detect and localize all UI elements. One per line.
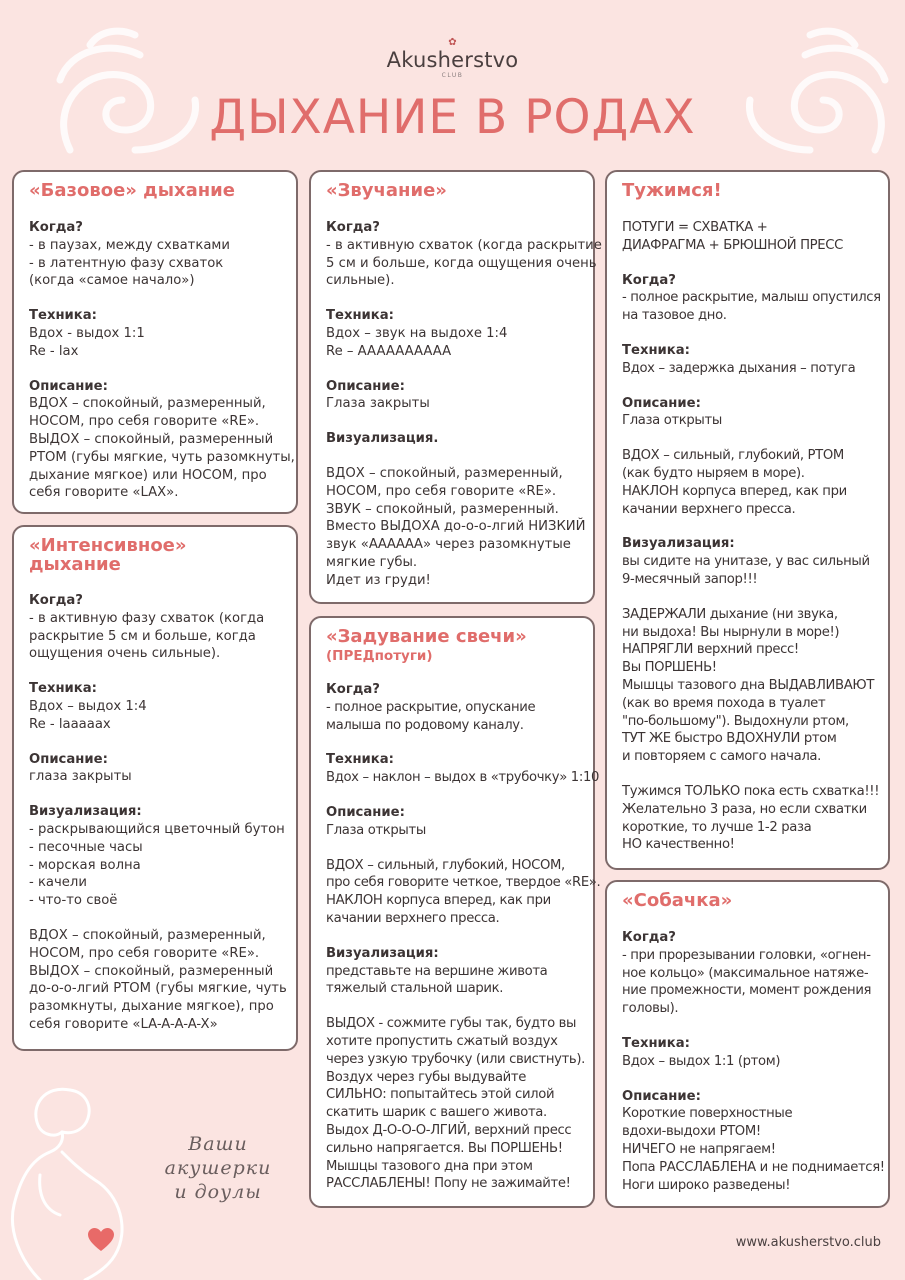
card-section	[326, 465, 586, 590]
card-section	[622, 1035, 876, 1071]
section-line: Вы ПОРШЕНЬ!	[622, 660, 717, 676]
footer-url: www.akusherstvo.club	[735, 1235, 881, 1250]
section-line: Вместо ВЫДОХА до-о-о-лгий НИЗКИЙ	[326, 519, 586, 535]
section-heading: Визуализация.	[326, 431, 439, 447]
card-title: «Задувание свечи»	[326, 626, 527, 647]
section-line: Мышцы тазового дна ВЫДАВЛИВАЮТ	[622, 677, 875, 693]
section-heading: Описание:	[29, 751, 108, 767]
card-title-line: дыхание	[29, 554, 121, 575]
card-intensive-breathing	[12, 525, 298, 1051]
section-line: Re - laaaaax	[29, 716, 111, 732]
section-heading: Описание:	[622, 395, 701, 411]
section-heading: Когда?	[622, 272, 676, 288]
section-heading: Визуализация:	[326, 945, 439, 961]
card-section	[326, 804, 581, 840]
card-section	[326, 751, 600, 787]
logo-club-text: CLUB	[441, 72, 464, 79]
section-line: головы).	[622, 1001, 679, 1017]
section-line: Глаза открыты	[326, 822, 426, 838]
section-line: качании верхнего пресса.	[326, 910, 500, 926]
section-line: НОСОМ, про себя говорите «RE».	[29, 945, 260, 961]
section-line: Вдох – наклон – выдох в «трубочку» 1:10	[326, 770, 600, 786]
card-body	[622, 929, 885, 1194]
section-line: Желательно 3 раза, но если схватки	[622, 801, 867, 817]
card-section	[29, 219, 284, 290]
section-line: себя говорите «LA-A-A-A-X»	[29, 1016, 218, 1032]
section-line: Re - lax	[29, 343, 79, 359]
section-line: НИЧЕГО не напрягаем!	[622, 1141, 776, 1157]
section-line: представьте на вершине живота	[326, 963, 548, 979]
section-line: себя говорите «LAX».	[29, 485, 179, 501]
card-body	[29, 219, 295, 502]
section-line: НОСОМ, про себя говорите «RE».	[326, 483, 557, 499]
logo-text: Akusherstvo	[386, 48, 519, 72]
section-line: тяжелый стальной шарик.	[326, 981, 504, 997]
section-line: хотите пропустить сжатый воздух	[326, 1033, 558, 1049]
card-section	[326, 430, 581, 448]
card-section	[326, 945, 581, 998]
card-title: Тужимся!	[622, 180, 722, 201]
section-line: ДИАФРАГМА + БРЮШНОЙ ПРЕСС	[622, 237, 843, 253]
section-line: РТОМ (губы мягкие, чуть разомкнуты,	[29, 449, 295, 465]
pregnant-woman-silhouette	[0, 1080, 150, 1280]
card-section	[622, 395, 876, 431]
section-line: СИЛЬНО: попытайтесь этой силой	[326, 1087, 555, 1103]
section-line: Идет из груди!	[326, 572, 431, 588]
card-subtitle: (ПРЕДпотуги)	[326, 648, 433, 664]
card-body	[622, 219, 881, 854]
section-line: ВЫДОХ - сожмите губы так, будто вы	[326, 1016, 577, 1032]
section-heading: Визуализация:	[622, 536, 735, 552]
section-line: - полное раскрытие, опускание	[326, 699, 536, 715]
section-line: НАПРЯГЛИ верхний пресс!	[622, 642, 799, 658]
section-line: РАССЛАБЛЕНЫ! Попу не зажимайте!	[326, 1176, 571, 1192]
signature-line: и доулы	[174, 1181, 262, 1203]
card-section	[326, 1015, 585, 1193]
signature-line: акушерки	[164, 1157, 272, 1179]
section-line: НОСОМ, про себя говорите «RE».	[29, 414, 260, 430]
section-line: Мышцы тазового дна при этом	[326, 1158, 533, 1174]
heart-icon	[88, 1228, 114, 1252]
section-heading: Описание:	[326, 378, 405, 394]
section-line: ТУТ ЖЕ быстро ВДОХНУЛИ ртом	[622, 731, 837, 747]
card-title-line: «Интенсивное»	[29, 535, 187, 556]
section-line: малыша по родовому каналу.	[326, 717, 524, 733]
brand-logo	[0, 38, 905, 80]
card-section	[622, 929, 876, 1018]
section-line: ВДОХ – спокойный, размеренный,	[29, 927, 266, 943]
card-section	[29, 803, 284, 910]
section-line: вы сидите на унитазе, у вас сильный	[622, 554, 870, 570]
section-line: ни выдоха! Вы нырнули в море!)	[622, 624, 840, 640]
section-heading: Когда?	[326, 682, 380, 697]
section-line: раскрытие 5 см и больше, когда	[29, 628, 256, 644]
section-line: НАКЛОН корпуса вперед, как при	[622, 483, 847, 499]
section-line: ВЫДОХ – спокойный, размеренный	[29, 963, 274, 979]
section-line: - раскрывающийся цветочный бутон	[29, 821, 285, 837]
section-heading: Описание:	[622, 1088, 701, 1104]
section-line: Вдох – выдох 1:1 (ртом)	[622, 1053, 781, 1069]
card-section	[622, 342, 876, 378]
card-section	[622, 535, 876, 588]
section-line: ВДОХ – спокойный, размеренный,	[29, 396, 266, 412]
section-heading: Техника:	[622, 1035, 690, 1051]
card-section	[622, 219, 876, 255]
page-title: ДЫХАНИЕ В РОДАХ	[209, 90, 696, 145]
section-line: Короткие поверхностные	[622, 1106, 793, 1122]
section-line: 9-месячный запор!!!	[622, 571, 758, 587]
section-line: ВЫДОХ – спокойный, размеренный	[29, 431, 274, 447]
card-basic-breathing	[12, 170, 298, 514]
section-line: - морская волна	[29, 857, 141, 873]
section-line: и повторяем с самого начала.	[622, 749, 821, 765]
section-line: Глаза закрыты	[326, 396, 430, 412]
card-section	[29, 751, 284, 787]
section-heading: Описание:	[29, 378, 108, 394]
section-heading: Техника:	[326, 308, 394, 324]
section-line: - в паузах, между схватками	[29, 237, 230, 253]
section-line: (когда «самое начало»)	[29, 273, 195, 289]
card-section	[326, 378, 581, 414]
section-line: - полное раскрытие, малыш опустился	[622, 290, 881, 306]
section-line: ВДОХ – спокойный, размеренный,	[326, 465, 563, 481]
section-line: - при прорезывании головки, «огнен-	[622, 947, 871, 963]
card-section	[326, 219, 602, 290]
section-line: скатить шарик с вашего живота.	[326, 1105, 547, 1121]
section-line: Вдох – звук на выдохе 1:4	[326, 325, 508, 341]
logo-flower-icon: ✿	[448, 37, 457, 48]
section-line: Вдох – выдох 1:4	[29, 698, 147, 714]
section-line: звук «АААААА» через разомкнутые	[326, 537, 571, 553]
section-line: ПОТУГИ = СХВАТКА +	[622, 220, 768, 235]
card-section	[326, 857, 601, 928]
card-section	[326, 307, 581, 360]
card-title: «Собачка»	[622, 890, 733, 911]
section-line: ощущения очень сильные).	[29, 646, 221, 662]
section-line: Выдох Д-О-О-О-ЛГИЙ, верхний пресс	[326, 1122, 572, 1138]
section-line: на тазовое дно.	[622, 308, 727, 324]
section-heading: Визуализация:	[29, 804, 142, 820]
section-line: дыхание мягкое) или НОСОМ, про	[29, 467, 267, 483]
section-heading: Техника:	[29, 308, 97, 324]
section-line: ЗАДЕРЖАЛИ дыхание (ни звука,	[622, 606, 838, 622]
card-section	[29, 927, 287, 1034]
section-line: ние промежности, момент рождения	[622, 983, 872, 999]
section-line: до-о-о-лгий РТОМ (губы мягкие, чуть	[29, 981, 287, 997]
card-title	[29, 536, 284, 574]
card-body	[326, 681, 601, 1193]
card-pushing	[605, 170, 890, 870]
section-line: НО качественно!	[622, 837, 735, 853]
section-line: Вдох - выдох 1:1	[29, 325, 145, 341]
section-heading: Когда?	[29, 220, 83, 235]
section-line: Тужимся ТОЛЬКО пока есть схватка!!!	[622, 783, 880, 799]
card-section	[622, 783, 880, 854]
section-line: ЗВУК – спокойный, размеренный.	[326, 501, 559, 517]
section-line: 5 см и больше, когда ощущения очень	[326, 255, 597, 271]
section-line: про себя говорите четкое, твердое «RE».	[326, 875, 601, 891]
section-heading: Описание:	[326, 804, 405, 820]
section-line: - в латентную фазу схваток	[29, 255, 224, 271]
section-line: короткие, то лучше 1-2 раза	[622, 819, 812, 835]
section-line: - в активную схваток (когда раскрытие	[326, 237, 602, 253]
section-line: Глаза открыты	[622, 413, 722, 429]
card-title: «Базовое» дыхание	[29, 180, 236, 201]
card-sound	[309, 170, 602, 604]
section-line: Ноги широко разведены!	[622, 1177, 791, 1193]
card-body	[29, 592, 287, 1034]
section-line: Re – AAAAAAAAAA	[326, 343, 452, 359]
card-dog-breathing	[605, 880, 890, 1208]
section-line: сильно напрягается. Вы ПОРШЕНЬ!	[326, 1140, 563, 1156]
section-line: - качели	[29, 875, 87, 891]
card-section	[29, 378, 295, 503]
section-line: Вдох – задержка дыхания – потуга	[622, 360, 856, 376]
card-title: «Звучание»	[326, 180, 447, 201]
card-section	[29, 680, 284, 733]
section-line: - песочные часы	[29, 839, 143, 855]
section-line: ВДОХ – сильный, глубокий, НОСОМ,	[326, 857, 565, 873]
section-line: мягкие губы.	[326, 554, 418, 570]
card-section	[29, 307, 284, 360]
card-section	[29, 592, 284, 663]
card-body	[326, 219, 602, 590]
section-line: глаза закрыты	[29, 769, 132, 785]
card-section	[622, 606, 876, 766]
section-line: - что-то своё	[29, 893, 118, 909]
card-section	[326, 681, 581, 734]
section-line: ВДОХ – сильный, глубокий, РТОМ	[622, 448, 844, 464]
section-line: ное кольцо» (максимальное натяже-	[622, 965, 869, 981]
section-line: разомкнуты, дыхание мягкое), про	[29, 999, 274, 1015]
section-line: НАКЛОН корпуса вперед, как при	[326, 893, 551, 909]
signature	[138, 1132, 298, 1204]
section-line: (как во время похода в туалет	[622, 695, 826, 711]
card-candle	[309, 616, 601, 1208]
section-line: - в активную фазу схваток (когда	[29, 610, 265, 626]
section-heading: Когда?	[326, 220, 380, 235]
signature-line: Ваши	[188, 1133, 248, 1155]
section-heading: Техника:	[326, 752, 394, 768]
section-line: (как будто ныряем в море).	[622, 465, 805, 481]
section-heading: Когда?	[622, 930, 676, 945]
section-line: Воздух через губы выдувайте	[326, 1069, 526, 1085]
card-section	[622, 1088, 885, 1195]
section-line: Попа РАССЛАБЛЕНА и не поднимается!	[622, 1159, 885, 1175]
section-heading: Техника:	[622, 342, 690, 358]
section-line: вдохи-выдохи РТОМ!	[622, 1124, 761, 1140]
section-line: "по-большому"). Выдохнули ртом,	[622, 713, 849, 729]
card-section	[622, 447, 876, 518]
section-line: через узкую трубочку (или свистнуть).	[326, 1051, 585, 1067]
card-section	[622, 272, 881, 325]
section-line: сильные).	[326, 273, 395, 289]
section-heading: Когда?	[29, 593, 83, 608]
section-heading: Техника:	[29, 681, 97, 697]
section-line: качании верхнего пресса.	[622, 501, 796, 517]
